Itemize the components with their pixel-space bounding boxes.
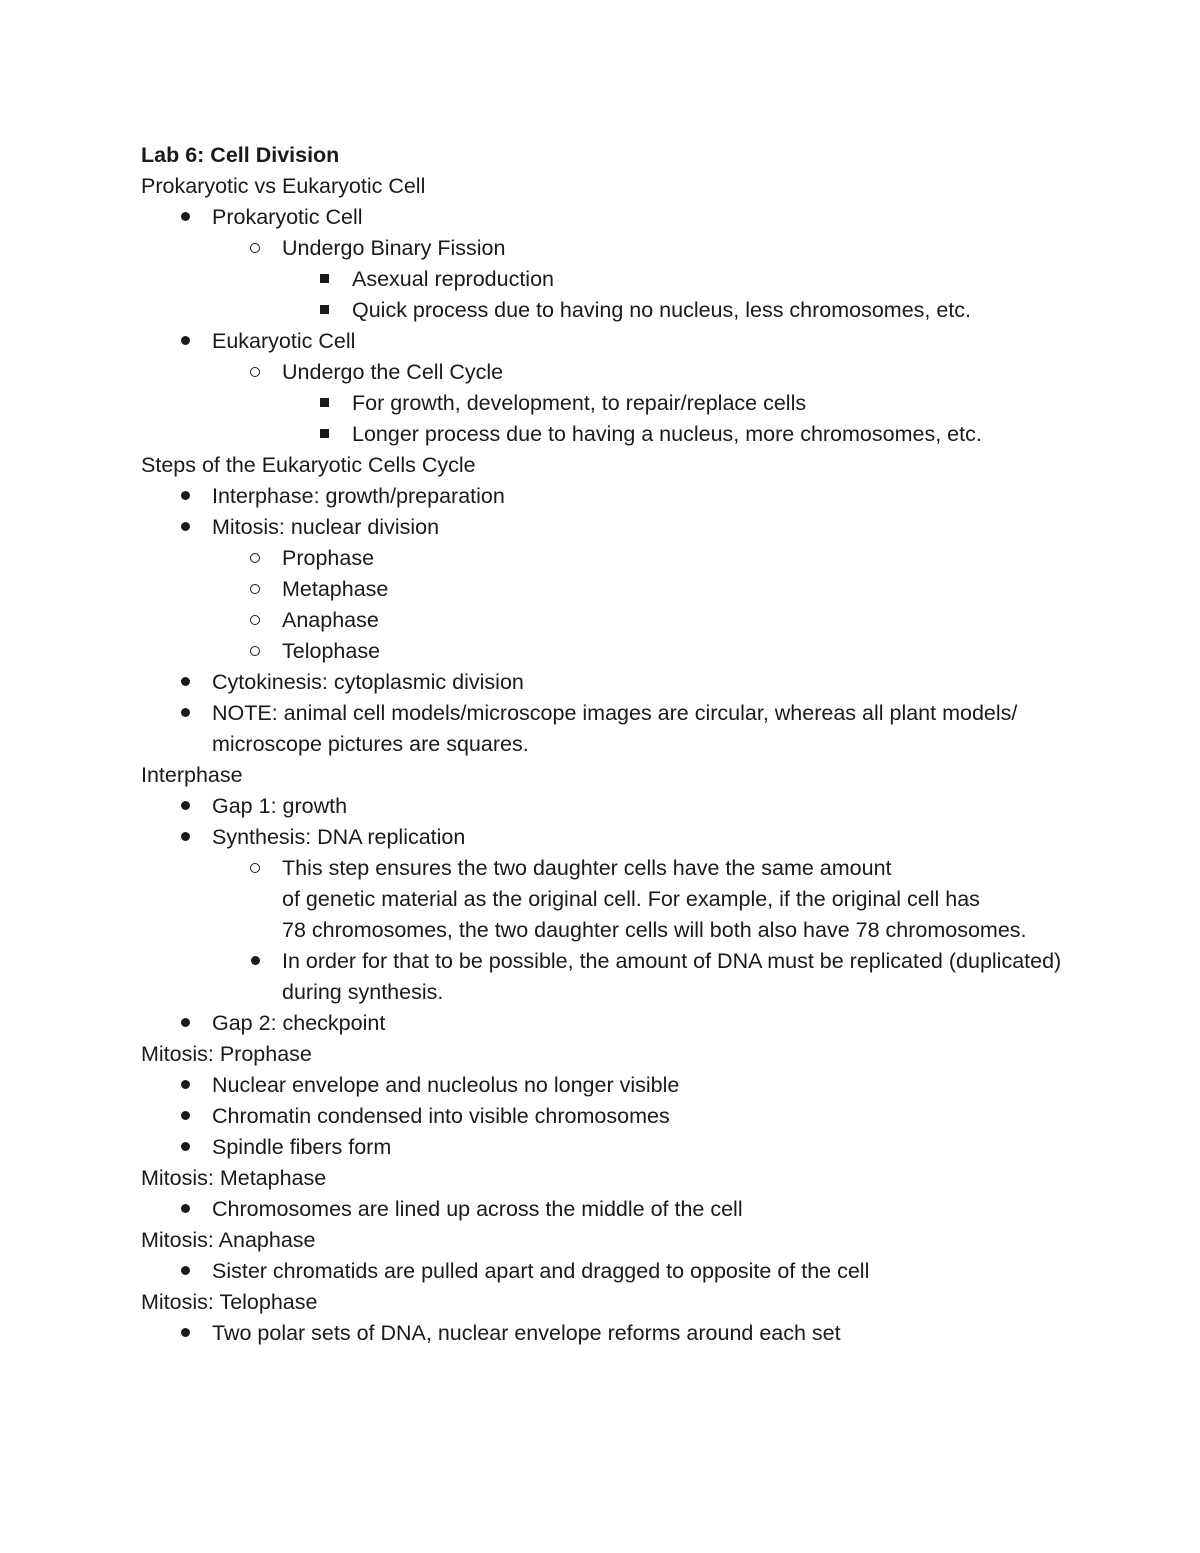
list-item: Longer process due to having a nucleus, more chromosomes, etc. — [141, 419, 1151, 450]
bullet-circle-icon — [247, 636, 263, 667]
bullet-square-icon — [316, 388, 332, 419]
bullet-circle-icon — [247, 574, 263, 605]
bullet-disc-icon — [177, 822, 193, 853]
list-item: Telophase — [141, 636, 1151, 667]
list-item: Asexual reproduction — [141, 264, 1151, 295]
bullet-disc-icon — [177, 1132, 193, 1163]
bullet-disc-icon — [177, 791, 193, 822]
list-item: Gap 2: checkpoint — [141, 1008, 1151, 1039]
bullet-circle-icon — [247, 853, 263, 884]
list-item: Interphase: growth/preparation — [141, 481, 1151, 512]
list-item: Metaphase — [141, 574, 1151, 605]
bullet-circle-icon — [247, 357, 263, 388]
section-heading: Mitosis: Anaphase — [141, 1228, 316, 1252]
list-item: Sister chromatids are pulled apart and dragged to opposite of the cell — [141, 1256, 1151, 1287]
list-item: This step ensures the two daughter cells have the same amount — [141, 853, 1151, 884]
bullet-disc-icon — [177, 1070, 193, 1101]
document-title: Lab 6: Cell Division — [141, 143, 340, 167]
list-item: Undergo Binary Fission — [141, 233, 1151, 264]
list-item: Eukaryotic Cell — [141, 326, 1151, 357]
list-item: Cytokinesis: cytoplasmic division — [141, 667, 1151, 698]
list-item: Nuclear envelope and nucleolus no longer visible — [141, 1070, 1151, 1101]
bullet-square-icon — [316, 264, 332, 295]
list-item: Undergo the Cell Cycle — [141, 357, 1151, 388]
list-item: Spindle fibers form — [141, 1132, 1151, 1163]
bullet-disc-icon — [177, 698, 193, 729]
section-heading: Mitosis: Telophase — [141, 1290, 318, 1314]
bullet-disc-icon — [177, 1008, 193, 1039]
list-item-continuation: during synthesis. — [282, 980, 444, 1004]
list-item: Quick process due to having no nucleus, less chromosomes, etc. — [141, 295, 1151, 326]
section-heading: Mitosis: Metaphase — [141, 1166, 327, 1190]
section-heading: Steps of the Eukaryotic Cells Cycle — [141, 453, 476, 477]
list-item-continuation: of genetic material as the original cell. For example, if the original cell has — [282, 887, 980, 911]
bullet-disc-icon — [177, 481, 193, 512]
bullet-square-icon — [316, 419, 332, 450]
bullet-disc-icon — [177, 1256, 193, 1287]
bullet-disc-icon — [177, 1194, 193, 1225]
bullet-circle-icon — [247, 605, 263, 636]
bullet-disc-icon — [177, 202, 193, 233]
list-item: Mitosis: nuclear division — [141, 512, 1151, 543]
list-item: Chromosomes are lined up across the middle of the cell — [141, 1194, 1151, 1225]
document-page — [141, 140, 1151, 1349]
list-item-continuation: microscope pictures are squares. — [212, 732, 529, 756]
list-item: Anaphase — [141, 605, 1151, 636]
section-heading: Interphase — [141, 763, 243, 787]
section-heading: Mitosis: Prophase — [141, 1042, 312, 1066]
list-item-continuation: 78 chromosomes, the two daughter cells will both also have 78 chromosomes. — [282, 918, 1027, 942]
list-item: NOTE: animal cell models/microscope images are circular, whereas all plant models/ — [141, 698, 1151, 729]
bullet-square-icon — [316, 295, 332, 326]
section-heading: Prokaryotic vs Eukaryotic Cell — [141, 174, 426, 198]
bullet-disc-icon — [247, 946, 263, 977]
bullet-circle-icon — [247, 543, 263, 574]
list-item: Prophase — [141, 543, 1151, 574]
bullet-disc-icon — [177, 512, 193, 543]
bullet-disc-icon — [177, 326, 193, 357]
list-item: Gap 1: growth — [141, 791, 1151, 822]
bullet-circle-icon — [247, 233, 263, 264]
list-item: Synthesis: DNA replication — [141, 822, 1151, 853]
list-item: Prokaryotic Cell — [141, 202, 1151, 233]
bullet-disc-icon — [177, 1318, 193, 1349]
bullet-disc-icon — [177, 1101, 193, 1132]
list-item: In order for that to be possible, the amount of DNA must be replicated (duplicated) — [141, 946, 1151, 977]
bullet-disc-icon — [177, 667, 193, 698]
list-item: Chromatin condensed into visible chromosomes — [141, 1101, 1151, 1132]
list-item: Two polar sets of DNA, nuclear envelope reforms around each set — [141, 1318, 1151, 1349]
list-item: For growth, development, to repair/replace cells — [141, 388, 1151, 419]
